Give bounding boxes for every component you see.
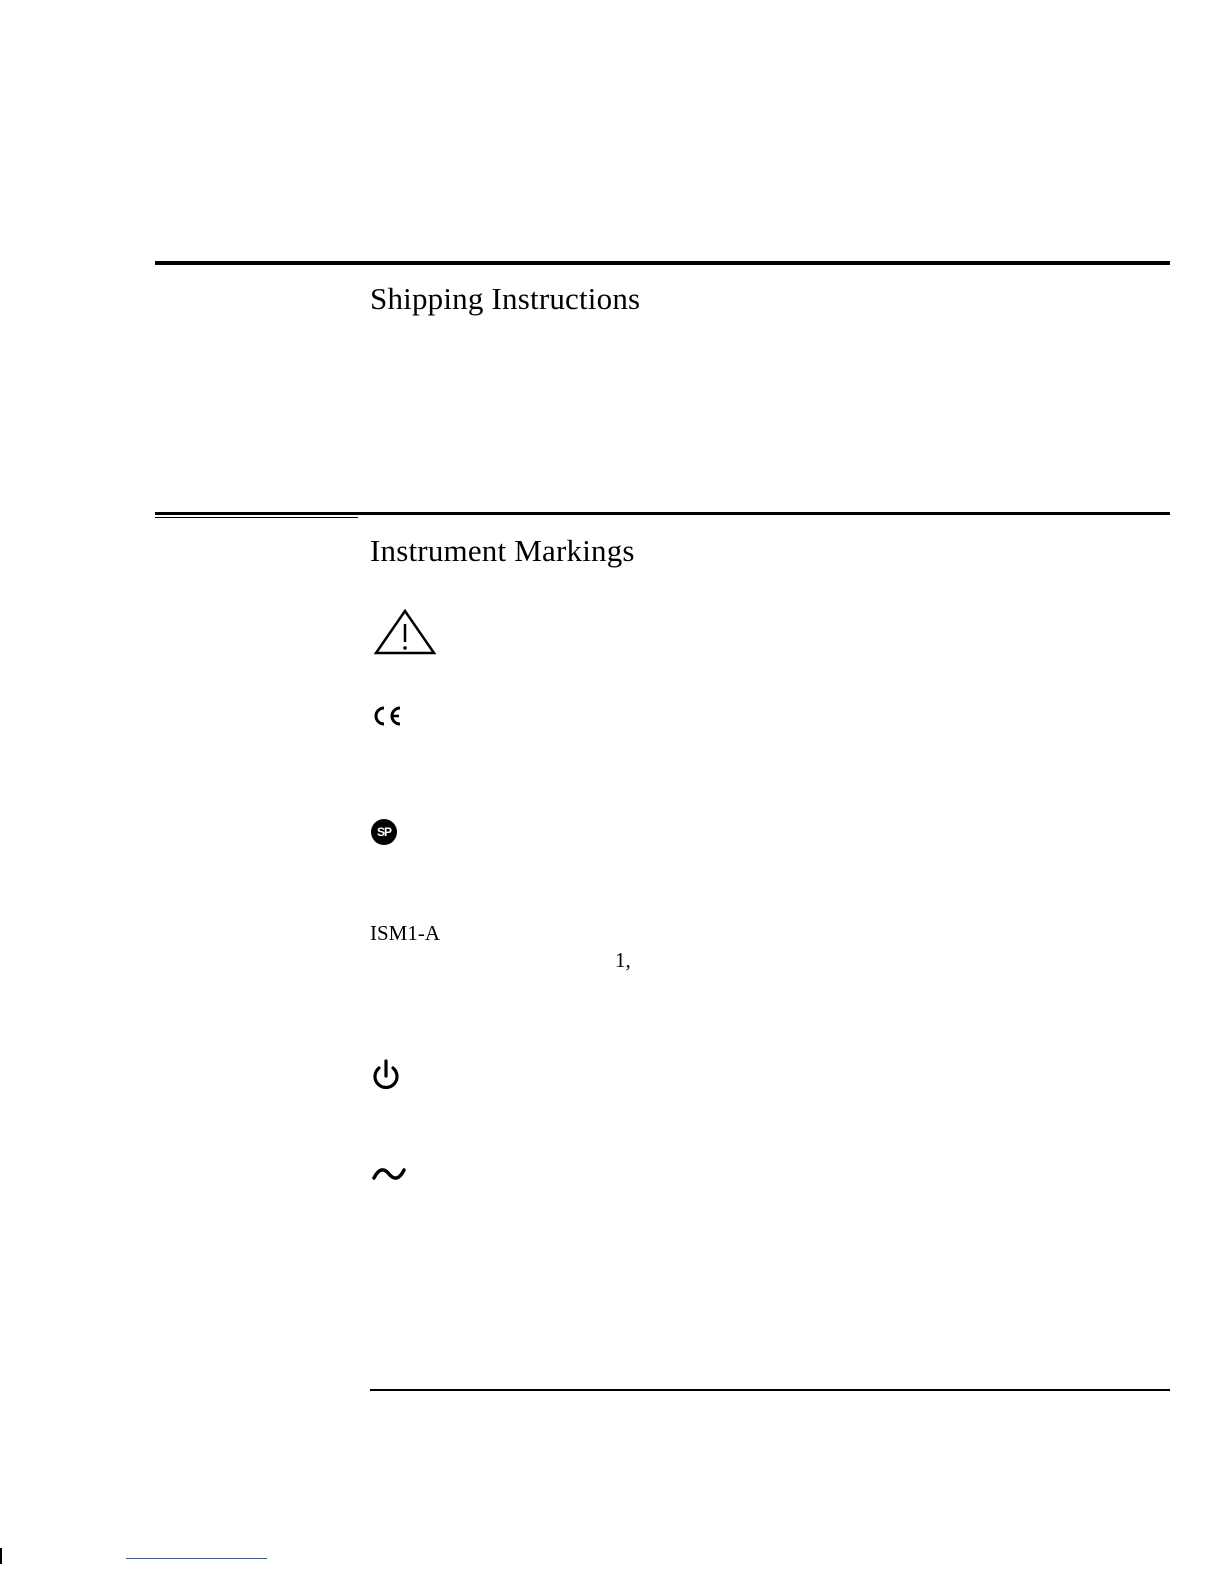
footer-underline [126,1558,267,1559]
scan-edge-mark [0,1548,2,1564]
section-divider-main [155,512,1170,515]
ce-mark-icon [371,704,403,728]
section-divider-left-stub [155,517,358,518]
heading-instrument-markings: Instrument Markings [370,533,635,568]
power-standby-icon [370,1058,402,1092]
warning-triangle-icon [373,608,437,656]
csa-mark-icon: SP [371,819,397,845]
ac-tilde-icon [372,1164,406,1184]
ism-group-label: ISM1-A [370,921,441,945]
section-divider-bottom [370,1389,1170,1391]
section-divider-top [155,261,1170,265]
heading-shipping-instructions: Shipping Instructions [370,281,641,316]
ism-fragment-text: 1, [615,948,631,972]
